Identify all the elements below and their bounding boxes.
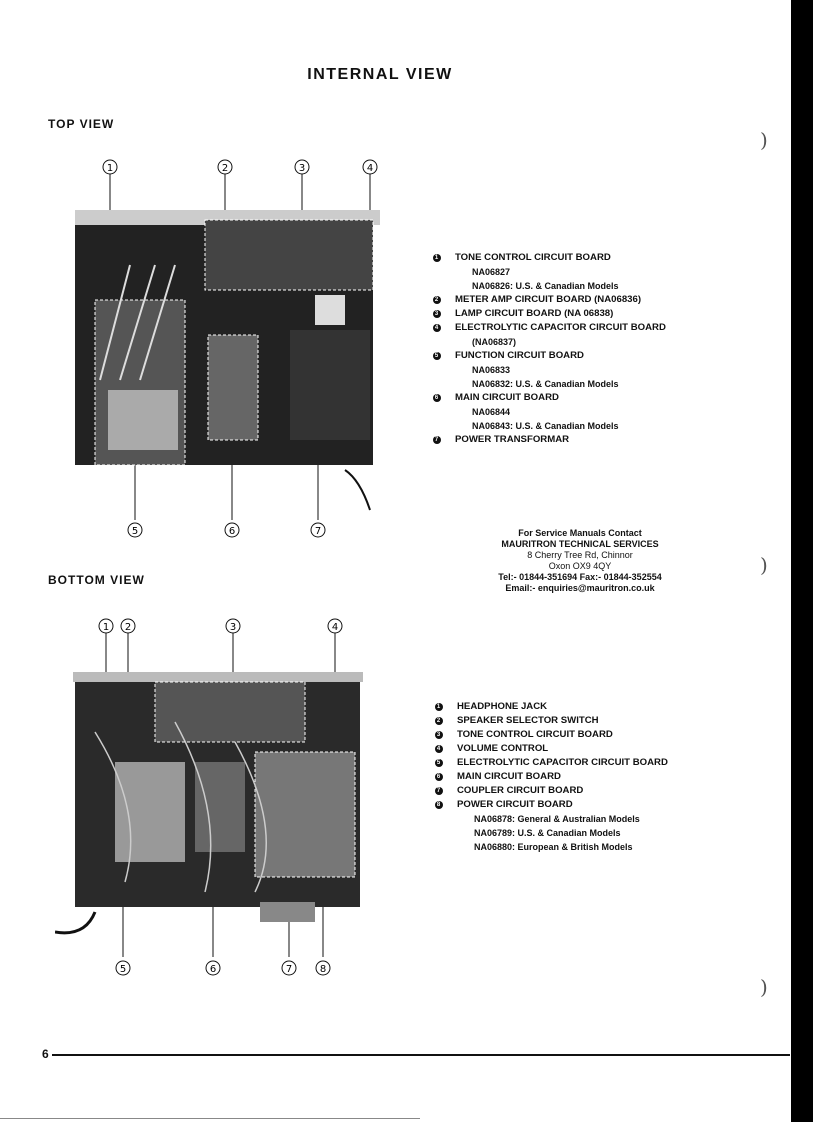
callout-label: 8 [319,964,327,975]
callout-label: 2 [221,163,229,174]
list-subitem: NA06789: U.S. & Canadian Models [474,828,621,838]
footer-rule [52,1054,790,1056]
list-subitem: NA06826: U.S. & Canadian Models [472,281,619,291]
bottom-callouts-bottom [116,961,330,975]
callout-label: 6 [228,526,236,537]
bottom-view-legend [432,700,668,854]
top-callouts-top [103,160,377,174]
contact-address: 8 Cherry Tree Rd, Chinnor [527,550,633,560]
list-item: 5 ELECTROLYTIC CAPACITOR CIRCUIT BOARD [432,756,668,770]
list-subitem: NA06827 [472,267,511,277]
bottom-callouts-top [99,619,342,633]
callout-label: 6 [209,964,217,975]
list-item: 1 TONE CONTROL CIRCUIT BOARD [430,251,666,265]
list-item: 4 ELECTROLYTIC CAPACITOR CIRCUIT BOARD [430,321,666,335]
callout-label: 1 [106,163,114,174]
list-item: 8 POWER CIRCUIT BOARD [432,798,668,812]
list-subitem: NA06878: General & Australian Models [474,814,640,824]
scan-edge-bar [791,0,813,1122]
callout-label: 7 [285,964,293,975]
contact-email: Email:- enquiries@mauritron.co.uk [505,583,655,593]
list-item: 3 LAMP CIRCUIT BOARD (NA 06838) [430,307,666,321]
list-item: 6 MAIN CIRCUIT BOARD [430,391,666,405]
contact-phone: Tel:- 01844-351694 Fax:- 01844-352554 [498,572,662,582]
list-item: 3 TONE CONTROL CIRCUIT BOARD [432,728,668,742]
list-item: 2 METER AMP CIRCUIT BOARD (NA06836) [430,293,666,307]
contact-address: Oxon OX9 4QY [548,561,612,571]
list-subitem: (NA06837) [472,337,517,347]
callout-label: 4 [331,622,339,633]
callout-label: 5 [119,964,127,975]
page-title: INTERNAL VIEW [307,66,453,83]
callout-label: 5 [131,526,139,537]
callout-label: 1 [102,622,110,633]
scan-edge-line [0,1118,420,1119]
callout-label: 3 [298,163,306,174]
list-subitem: NA06843: U.S. & Canadian Models [472,421,619,431]
list-item: 2 SPEAKER SELECTOR SWITCH [432,714,668,728]
list-item: 4 VOLUME CONTROL [432,742,668,756]
list-item: 7 COUPLER CIRCUIT BOARD [432,784,668,798]
contact-company: MAURITRON TECHNICAL SERVICES [501,539,659,549]
list-item: 5 FUNCTION CIRCUIT BOARD [430,349,666,363]
contact-block [480,528,680,594]
list-subitem: NA06844 [472,407,511,417]
top-view-legend [430,251,666,447]
list-item: 7 POWER TRANSFORMAR [430,433,666,447]
bottom-view-heading: BOTTOM VIEW [48,573,145,587]
callout-label: 3 [229,622,237,633]
top-view-heading: TOP VIEW [48,117,115,131]
list-item: 6 MAIN CIRCUIT BOARD [432,770,668,784]
contact-line: For Service Manuals Contact [518,528,642,538]
page-number: 6 [42,1047,49,1061]
callout-label: 7 [314,526,322,537]
list-subitem: NA06880: European & British Models [474,842,633,852]
list-subitem: NA06832: U.S. & Canadian Models [472,379,619,389]
list-item: 1 HEADPHONE JACK [432,700,668,714]
margin-mark: ) [760,553,768,577]
callout-label: 2 [124,622,132,633]
bottom-view-photo [55,612,375,982]
top-view-photo [60,150,390,545]
top-callouts-bottom [128,523,325,537]
margin-mark: ) [760,128,768,152]
callout-label: 4 [366,163,374,174]
list-subitem: NA06833 [472,365,511,375]
margin-mark: ) [760,975,768,999]
